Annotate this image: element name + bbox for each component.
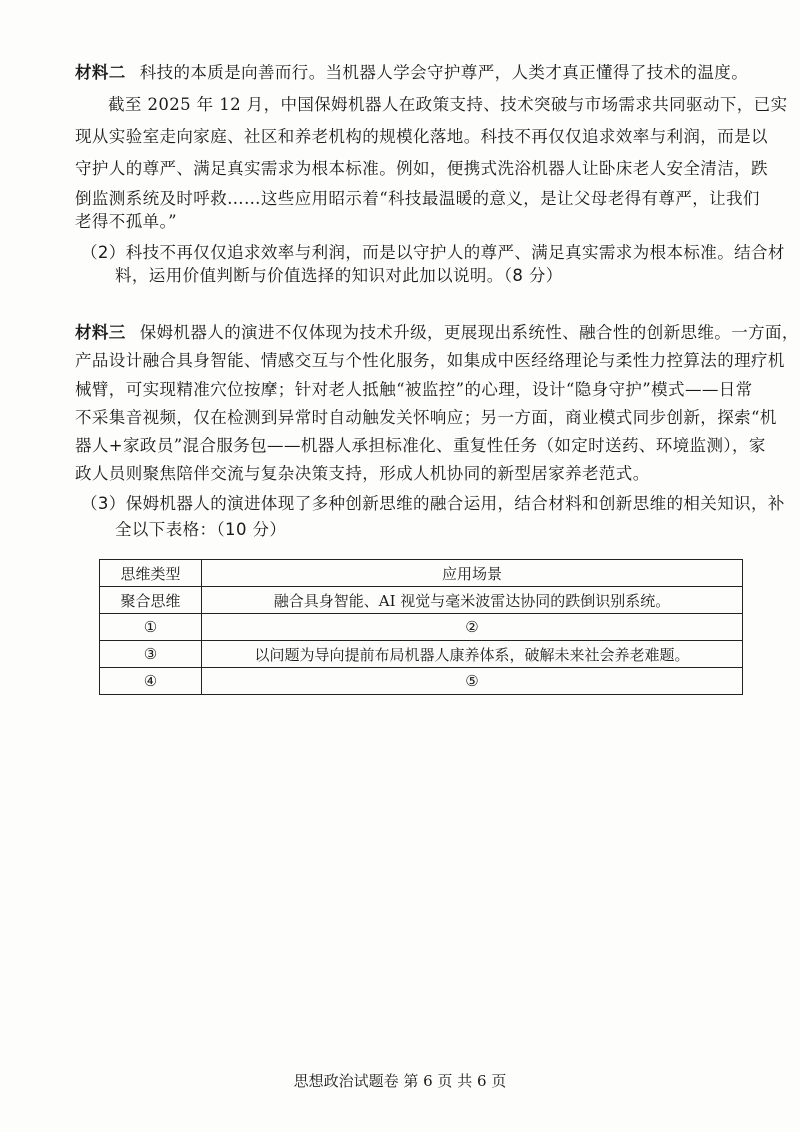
question3-line2: 全以下表格：（10 分） bbox=[115, 520, 287, 539]
material3-line2: 产品设计融合具身智能、情感交互与个性化服务，如集成中医经络理论与柔性力控算法的理疗机 bbox=[75, 351, 785, 370]
material2-line3: 现从实验室走向家庭、社区和养老机构的规模化落地。科技不再仅仅追求效率与利润，而是以 bbox=[75, 127, 768, 146]
table-cell: 以问题为导向提前布局机器人康养体系，破解未来社会养老难题。 bbox=[202, 641, 743, 668]
answer-table bbox=[99, 559, 743, 695]
material3-line6: 政人员则聚焦陪伴交流与复杂决策支持，形成人机协同的新型居家养老范式。 bbox=[75, 464, 650, 483]
table-cell: ② bbox=[202, 614, 743, 641]
material3-line3: 械臂，可实现精准穴位按摩；针对老人抵触“被监控”的心理，设计“隐身守护”模式——日常 bbox=[75, 380, 753, 399]
material3-label: 材料三 bbox=[75, 323, 126, 342]
table-row bbox=[100, 587, 743, 614]
material2-label: 材料二 bbox=[75, 63, 126, 82]
question2-line2: 料，运用价值判断与价值选择的知识对此加以说明。（8 分） bbox=[115, 266, 563, 285]
table-cell: ⑤ bbox=[202, 668, 743, 695]
material3-line4: 不采集音视频，仅在检测到异常时自动触发关怀响应；另一方面，商业模式同步创新，探索“机 bbox=[75, 408, 777, 427]
material2-line1 bbox=[75, 61, 748, 85]
material3-line1 bbox=[75, 321, 799, 345]
table-cell: ③ bbox=[100, 641, 202, 668]
table-row bbox=[100, 614, 743, 641]
material2-line5: 倒监测系统及时呼救……这些应用昭示着“科技最温暖的意义，是让父母老得有尊严，让我们 bbox=[75, 189, 760, 208]
material3-text-line1: 保姆机器人的演进不仅体现为技术升级，更展现出系统性、融合性的创新思维。一方面， bbox=[139, 323, 799, 342]
page-footer: 思想政治试题卷 第 6 页 共 6 页 bbox=[293, 1072, 507, 1090]
material3-line5: 器人+家政员”混合服务包——机器人承担标准化、重复性任务（如定时送药、环境监测），家 bbox=[75, 436, 766, 455]
question2-line1: （2）科技不再仅仅追求效率与利润，而是以守护人的尊严、满足真实需求为根本标准。结合材 bbox=[81, 243, 785, 262]
question3-line1: （3）保姆机器人的演进体现了多种创新思维的融合运用，结合材料和创新思维的相关知识，补 bbox=[81, 494, 785, 513]
table-header-row bbox=[100, 560, 743, 587]
table-row bbox=[100, 668, 743, 695]
table-row bbox=[100, 641, 743, 668]
material2-line2: 截至 2025 年 12 月，中国保姆机器人在政策支持、技术突破与市场需求共同驱动下，已实 bbox=[108, 95, 788, 114]
table-header-cell: 应用场景 bbox=[202, 560, 743, 587]
table-cell: 聚合思维 bbox=[100, 587, 202, 614]
table-cell: 融合具身智能、AI 视觉与毫米波雷达协同的跌倒识别系统。 bbox=[202, 587, 743, 614]
table-cell: ① bbox=[100, 614, 202, 641]
material2-text-line1: 科技的本质是向善而行。当机器人学会守护尊严，人类才真正懂得了技术的温度。 bbox=[139, 63, 749, 82]
table-header-cell: 思维类型 bbox=[100, 560, 202, 587]
material2-line6: 老得不孤单。” bbox=[75, 212, 177, 231]
table-cell: ④ bbox=[100, 668, 202, 695]
material2-line4: 守护人的尊严、满足真实需求为根本标准。例如，便携式洗浴机器人让卧床老人安全清洁，跌 bbox=[75, 159, 768, 178]
